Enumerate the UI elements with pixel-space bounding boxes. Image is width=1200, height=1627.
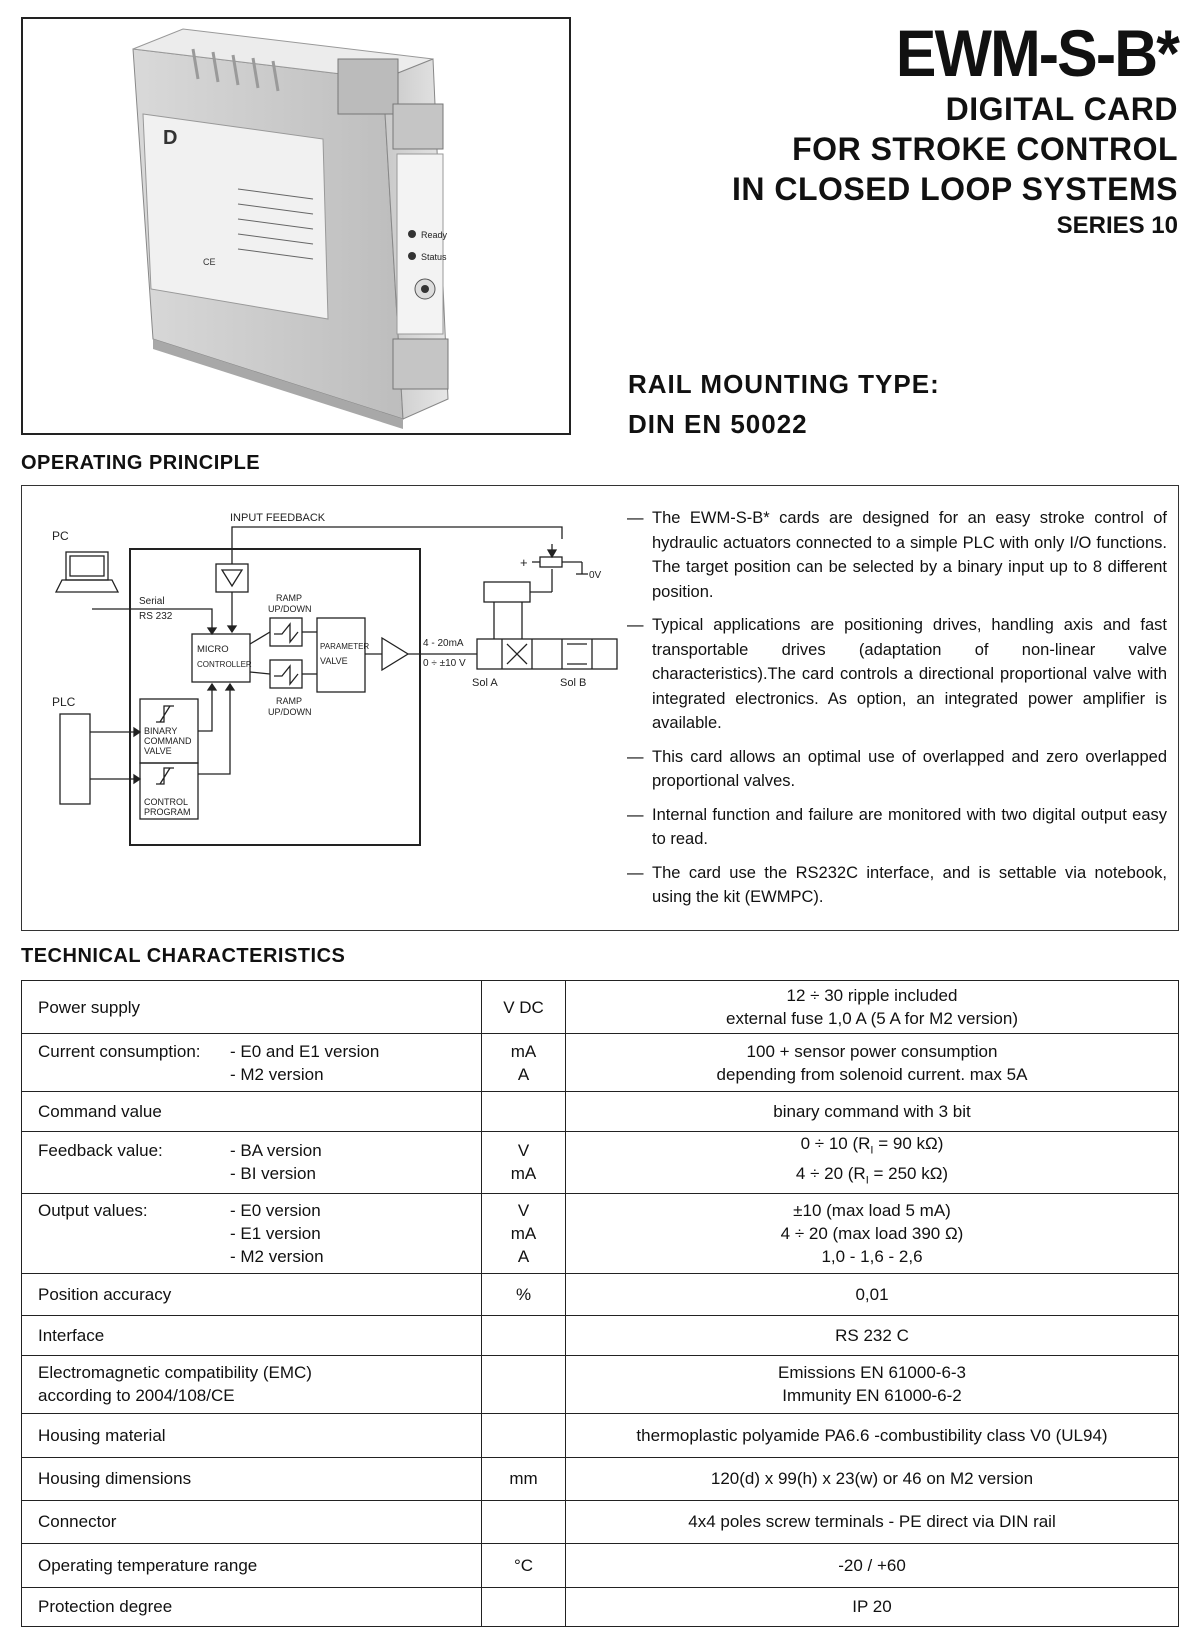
rs232-label: RS 232: [139, 611, 173, 622]
section-operating-principle: OPERATING PRINCIPLE: [21, 452, 261, 474]
output-current-label: 4 - 20mA: [423, 638, 464, 649]
binary-valve-label: VALVE: [144, 746, 172, 756]
ramp-top-label: RAMP: [276, 593, 303, 603]
potentiometer-icon: [540, 557, 562, 567]
table-row: Electromagnetic compatibility (EMC) according to 2004/108/CE Emissions EN 61000-6-3 Immunity EN 61000-6-2: [22, 1355, 1179, 1413]
block-diagram: [32, 494, 622, 924]
zero-volt-label: 0V: [589, 570, 602, 581]
ce-mark: CE: [203, 257, 216, 267]
ramp-bottom-label: RAMP: [276, 696, 303, 706]
table-row: Protection degree IP 20: [22, 1587, 1179, 1626]
product-code: EWM-S-B*: [895, 16, 1178, 90]
subtitle-line-3: IN CLOSED LOOP SYSTEMS: [731, 171, 1178, 207]
input-feedback-label: INPUT FEEDBACK: [230, 512, 326, 524]
bullet-item: — Internal function and failure are monitored with two digital output easy to read.: [627, 805, 1167, 848]
sol-a-label: Sol A: [472, 677, 498, 689]
ready-label: Ready: [421, 230, 448, 240]
mounting-type: [628, 364, 940, 444]
table-row: Housing material thermoplastic polyamide PA6.6 -combustibility class V0 (UL94): [22, 1413, 1179, 1457]
pc-label: PC: [52, 529, 69, 543]
table-row: Output values: - E0 version - E1 version - M2 version V mA A ±10 (max load 5 mA) 4 ÷ 20 (max load 390 Ω) 1,0 - 1,6 - 2,6: [22, 1193, 1179, 1273]
schmitt-icon-2: [156, 768, 174, 784]
laptop-icon: [56, 552, 118, 592]
bullet-item: — Typical applications are positioning drives, handling axis and fast transportable drives (adaptation of non-linear valve characteristics).The card controls a directional proportional valve with integrated electronics. As option, an integrated power amplifier is available.: [627, 616, 1167, 732]
parameter-label: PARAMETER: [320, 642, 370, 651]
serial-label: Serial: [139, 596, 165, 607]
table-row: Housing dimensions mm 120(d) x 99(h) x 23(w) or 46 on M2 version: [22, 1457, 1179, 1500]
subtitle-line-2: FOR STROKE CONTROL: [792, 131, 1178, 167]
title-block: [731, 16, 1178, 240]
table-row: Position accuracy % 0,01: [22, 1273, 1179, 1315]
plc-label: PLC: [52, 695, 76, 709]
status-label: Status: [421, 252, 447, 262]
plc-block: [60, 714, 90, 804]
svg-text:D: D: [163, 127, 178, 149]
mounting-line-2: DIN EN 50022: [628, 409, 808, 439]
mounting-line-1: RAIL MOUNTING TYPE:: [628, 369, 940, 399]
operating-bullets: [627, 506, 1167, 919]
output-voltage-label: 0 ÷ ±10 V: [423, 658, 466, 669]
amplifier-icon: [382, 638, 408, 670]
bullet-item: — This card allows an optimal use of overlapped and zero overlapped proportional valves.: [627, 747, 1167, 790]
sol-b-label: Sol B: [560, 677, 587, 689]
bullet-item: — The EWM-S-B* cards are designed for an easy stroke control of hydraulic actuators connected to a simple PLC with only I/O functions. The target position can be selected by a binary input up to 8 different position.: [627, 509, 1167, 601]
binary-label: BINARY: [144, 726, 178, 736]
table-row: Interface RS 232 C: [22, 1315, 1179, 1355]
table-row: Current consumption: - E0 and E1 version - M2 version mA A 100 + sensor power consumption depending from solenoid current. max 5A: [22, 1034, 1179, 1092]
table-row: Command value binary command with 3 bit: [22, 1092, 1179, 1132]
series-label: SERIES 10: [1056, 212, 1178, 239]
section-technical-characteristics: TECHNICAL CHARACTERISTICS: [21, 945, 346, 967]
plus-label: +: [520, 555, 528, 570]
micro-label: MICRO: [197, 644, 229, 655]
table-row: Connector 4x4 poles screw terminals - PE direct via DIN rail: [22, 1500, 1179, 1543]
bullet-item: — The card use the RS232C interface, and is settable via notebook, using the kit (EWMPC).: [627, 863, 1167, 906]
valve-label: VALVE: [320, 656, 348, 666]
operating-principle-box: [21, 485, 1179, 931]
ramp-top-updown: UP/DOWN: [268, 604, 312, 614]
product-photo: [21, 17, 571, 435]
din-rail-card-illustration: [23, 19, 569, 433]
cylinder-icon: [484, 582, 530, 602]
program-label: PROGRAM: [144, 807, 191, 817]
technical-table: [21, 980, 1179, 1627]
command-label: COMMAND: [144, 736, 192, 746]
buffer-triangle-icon: [222, 570, 242, 586]
subtitle-line-1: DIGITAL CARD: [945, 91, 1178, 127]
control-label: CONTROL: [144, 797, 189, 807]
schmitt-icon-1: [156, 706, 174, 722]
ramp-bottom-icon: [274, 666, 298, 684]
table-row: Power supply V DC 12 ÷ 30 ripple included external fuse 1,0 A (5 A for M2 version): [22, 981, 1179, 1034]
ramp-top-icon: [274, 624, 298, 642]
controller-label: CONTROLLER: [197, 660, 252, 669]
table-row: Operating temperature range °C -20 / +60: [22, 1543, 1179, 1587]
table-row: Feedback value: - BA version - BI version V mA 0 ÷ 10 ($R_I = 90$ kΩ) 4 ÷ 20 ($R_I = 250$ kΩ): [22, 1132, 1179, 1194]
valve-symbol-icon: [477, 639, 617, 669]
ramp-bottom-updown: UP/DOWN: [268, 707, 312, 717]
